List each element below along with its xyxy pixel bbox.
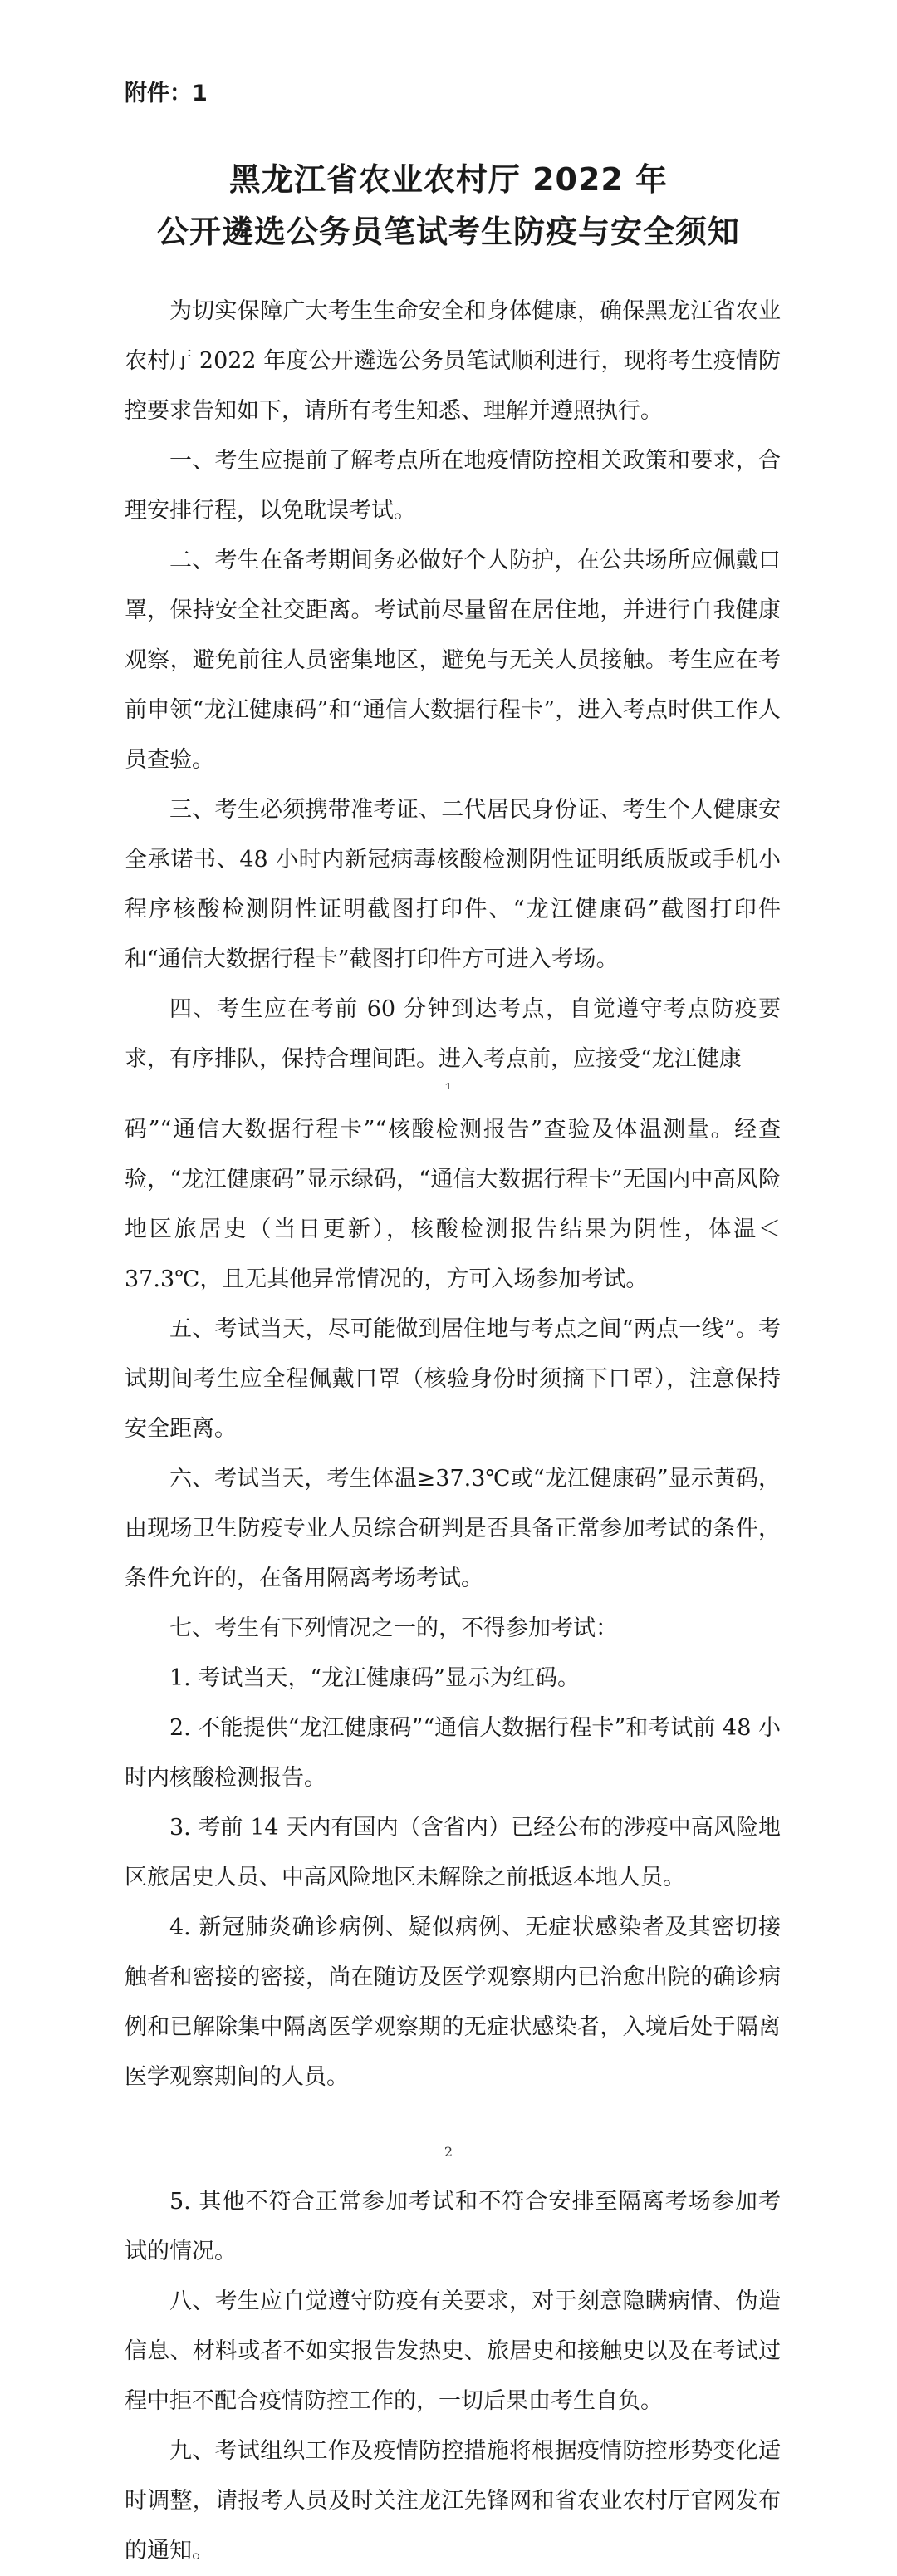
item-9-paragraph: 九、考试组织工作及疫情防控措施将根据疫情防控形势变化适时调整，请报考人员及时关注龙江先锋网和省农业农村厅官网发布的通知。 xyxy=(125,2438,781,2564)
item-3-paragraph: 三、考生必须携带准考证、二代居民身份证、考生个人健康安全承诺书、48 小时内新冠病毒核酸检测阴性证明纸质版或手机小程序核酸检测阴性证明截图打印件、“龙江健康码”截图打印件和“通信大数据行程卡”截图打印件方可进入考场。 xyxy=(125,797,781,972)
item-5-paragraph: 五、考试当天，尽可能做到居住地与考点之间“两点一线”。考试期间考生应全程佩戴口罩（核验身份时须摘下口罩），注意保持安全距离。 xyxy=(125,1316,781,1442)
item-4-paragraph-continued: 码”“通信大数据行程卡”“核酸检测报告”查验及体温测量。经查验，“龙江健康码”显示绿码，“通信大数据行程卡”无国内中高风险地区旅居史（当日更新），核酸检测报告结果为阴性，体温＜37.3℃，且无其他异常情况的，方可入场参加考试。 xyxy=(125,1117,781,1292)
item-7-sub-5: 5. 其他不符合正常参加考试和不符合安排至隔离考场参加考试的情况。 xyxy=(125,2189,781,2264)
document-title-line-2: 公开遴选公务员笔试考生防疫与安全须知 xyxy=(156,214,740,250)
page-3-body xyxy=(125,2177,781,2576)
intro-paragraph: 为切实保障广大考生生命安全和身体健康，确保黑龙江省农业农村厅 2022 年度公开遴选公务员笔试顺利进行，现将考生疫情防控要求告知如下，请所有考生知悉、理解并遵照执行。 xyxy=(125,298,781,424)
document-page-3 xyxy=(0,2169,897,2564)
page-number: 2 xyxy=(444,2144,453,2160)
item-2-paragraph: 二、考生在备考期间务必做好个人防护，在公共场所应佩戴口罩，保持安全社交距离。考试前尽量留在居住地，并进行自我健康观察，避免前往人员密集地区，避免与无关人员接触。考生应在考前申领“龙江健康码”和“通信大数据行程卡”，进入考点时供工作人员查验。 xyxy=(125,548,781,773)
item-8-paragraph: 八、考生应自觉遵守防疫有关要求，对于刻意隐瞒病情、伪造信息、材料或者不如实报告发热史、旅居史和接触史以及在考试过程中拒不配合疫情防控工作的，一切后果由考生自负。 xyxy=(125,2288,781,2414)
attachment-label: 附件：1 xyxy=(125,81,208,106)
item-4-paragraph-start: 四、考生应在考前 60 分钟到达考点，自觉遵守考点防疫要求，有序排队，保持合理间距。进入考点前，应接受“龙江健康 xyxy=(125,996,781,1072)
item-6-paragraph: 六、考试当天，考生体温≥37.3℃或“龙江健康码”显示黄码，由现场卫生防疫专业人员综合研判是否具备正常参加考试的条件，条件允许的，在备用隔离考场考试。 xyxy=(125,1466,781,1591)
item-7-paragraph: 七、考生有下列情况之一的，不得参加考试： xyxy=(169,1615,618,1641)
document-page-2 xyxy=(0,1089,897,2169)
item-7-sub-4: 4. 新冠肺炎确诊病例、疑似病例、无症状感染者及其密切接触者和密接的密接，尚在随访及医学观察期内已治愈出院的确诊病例和已解除集中隔离医学观察期的无症状感染者，入境后处于隔离医学观察期间的人员。 xyxy=(125,1915,781,2090)
page-2-body xyxy=(125,1105,781,2102)
item-7-sub-3: 3. 考前 14 天内有国内（含省内）已经公布的涉疫中高风险地区旅居史人员、中高风险地区未解除之前抵返本地人员。 xyxy=(125,1815,781,1890)
item-7-sub-2: 2. 不能提供“龙江健康码”“通信大数据行程卡”和考试前 48 小时内核酸检测报告。 xyxy=(125,1715,781,1791)
item-1-paragraph: 一、考生应提前了解考点所在地疫情防控相关政策和要求，合理安排行程，以免耽误考试。 xyxy=(125,448,781,524)
page-1-body xyxy=(125,287,781,1084)
document-page-1 xyxy=(0,0,897,1089)
item-7-sub-1: 1. 考试当天，“龙江健康码”显示为红码。 xyxy=(169,1665,580,1691)
document-title-line-1: 黑龙江省农业农村厅 2022 年 xyxy=(228,161,669,198)
